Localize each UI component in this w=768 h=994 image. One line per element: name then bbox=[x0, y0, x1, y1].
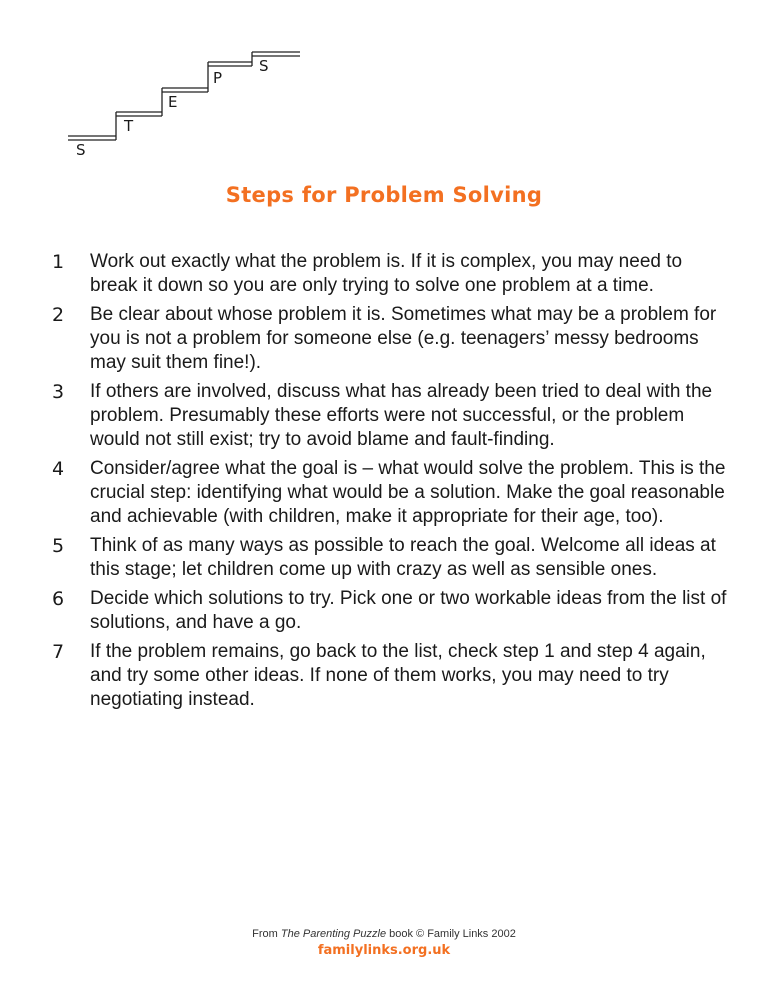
list-item bbox=[52, 250, 732, 298]
list-item bbox=[52, 587, 732, 635]
step-text: Work out exactly what the problem is. If it is complex, you may need to break it down so you are only trying to solve one problem at a time. bbox=[90, 251, 683, 296]
list-item bbox=[52, 457, 732, 529]
step-text: Think of as many ways as possible to reach the goal. Welcome all ideas at this stage; let children come up with crazy as well as sensible ones. bbox=[90, 535, 716, 580]
step-number: 6 bbox=[52, 588, 65, 610]
stair-letter-s1: S bbox=[76, 141, 86, 159]
step-number: 7 bbox=[52, 641, 65, 663]
step-text: Be clear about whose problem it is. Sometimes what may be a problem for you is not a problem for someone else (e.g. teenagers’ messy bedrooms may suit them fine!). bbox=[90, 304, 717, 373]
footer-prefix: From bbox=[252, 928, 281, 940]
step-number: 4 bbox=[52, 458, 65, 480]
step-number: 2 bbox=[52, 304, 65, 326]
step-text: If the problem remains, go back to the list, check step 1 and step 4 again, and try some other ideas. If none of them works, you may need to try negotiating instead. bbox=[90, 641, 706, 710]
stair-letter-e: E bbox=[168, 93, 178, 111]
step-text: Consider/agree what the goal is – what would solve the problem. This is the crucial step: identifying what would be a solution. Make the goal reasonable and achievable (with children, make it appropriate for their age, too). bbox=[90, 458, 726, 527]
page-title: Steps for Problem Solving bbox=[225, 183, 543, 207]
list-item bbox=[52, 303, 732, 375]
list-item bbox=[52, 534, 732, 582]
footer-suffix: book © Family Links 2002 bbox=[386, 928, 516, 940]
list-item bbox=[52, 640, 732, 712]
step-text: If others are involved, discuss what has already been tried to deal with the problem. Presumably these efforts were not successful, or the problem would not still exist; try to avoid blame and fault-finding. bbox=[90, 381, 713, 450]
steps-list bbox=[52, 250, 732, 717]
step-number: 5 bbox=[52, 535, 65, 557]
footer-credit bbox=[0, 928, 768, 940]
step-number: 1 bbox=[52, 251, 65, 273]
footer-book-title: The Parenting Puzzle bbox=[280, 928, 387, 940]
step-number: 3 bbox=[52, 381, 65, 403]
list-item bbox=[52, 380, 732, 452]
footer-site-link[interactable]: familylinks.org.uk bbox=[317, 943, 451, 958]
stair-letter-t: T bbox=[124, 117, 134, 135]
stairs-illustration bbox=[0, 0, 320, 170]
stair-letter-s2: S bbox=[259, 57, 269, 75]
step-text: Decide which solutions to try. Pick one or two workable ideas from the list of solutions, and have a go. bbox=[90, 588, 727, 633]
stair-letter-p: P bbox=[213, 69, 223, 87]
